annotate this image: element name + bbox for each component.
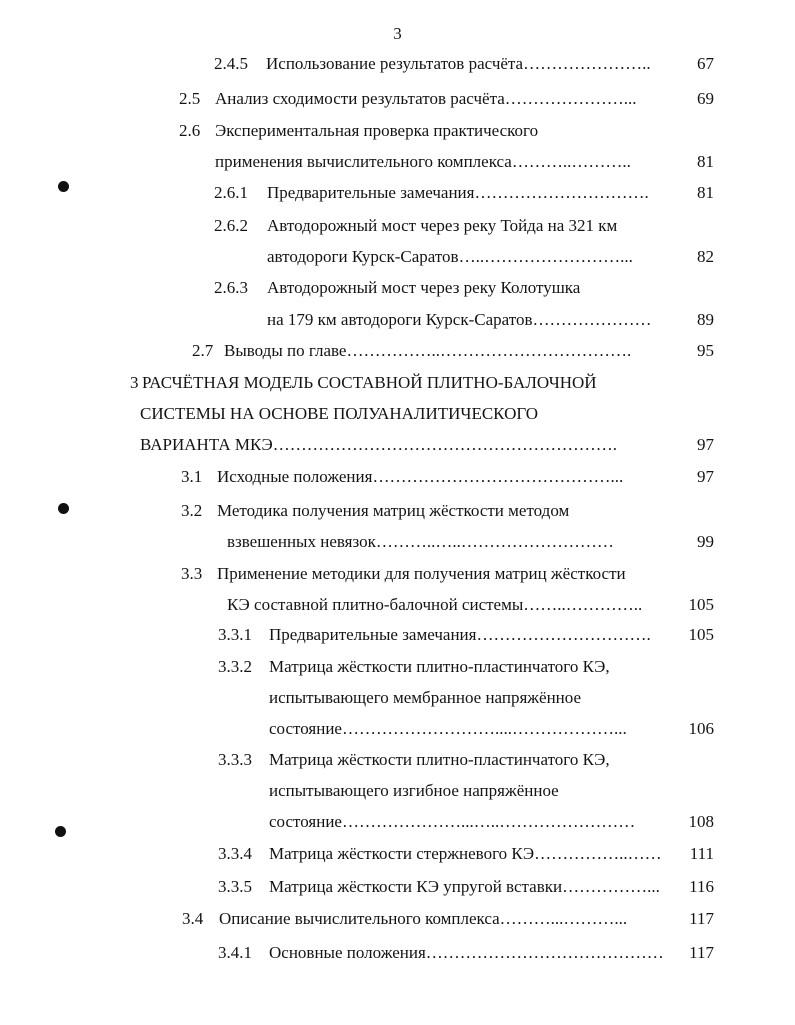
toc-entry-title: автодороги Курск-Саратов…..……………………... xyxy=(267,247,633,266)
toc-entry-number: 2.6 xyxy=(179,121,201,140)
toc-entry-page: 105 xyxy=(688,625,714,644)
toc-entry-title: Матрица жёсткости стержневого КЭ……………..…… xyxy=(269,844,662,863)
toc-entry-title: Предварительные замечания…………………………. xyxy=(267,183,649,202)
toc-entry-number: 2.6.3 xyxy=(214,278,248,297)
margin-bullet xyxy=(58,503,69,514)
toc-entry-page: 97 xyxy=(697,467,714,486)
toc-entry-page: 105 xyxy=(688,595,714,614)
toc-entry-title: Автодорожный мост через реку Колотушка xyxy=(267,278,581,297)
toc-entry-page: 97 xyxy=(697,435,714,454)
toc-entry-number: 3.3.4 xyxy=(218,844,252,863)
toc-entry-number: 3.3 xyxy=(181,564,203,583)
margin-bullet xyxy=(55,826,66,837)
toc-entry-title: Применение методики для получения матриц жёсткости xyxy=(217,564,626,583)
toc-entry-title: РАСЧЁТНАЯ МОДЕЛЬ СОСТАВНОЙ ПЛИТНО-БАЛОЧНОЙ xyxy=(142,373,597,392)
toc-entry-number: 3.3.2 xyxy=(218,657,252,676)
toc-entry-number: 3.4 xyxy=(182,909,204,928)
toc-entry-number: 2.4.5 xyxy=(214,54,248,73)
toc-entry-title: КЭ составной плитно-балочной системы……..………….. xyxy=(227,595,643,614)
toc-entry-title: Использование результатов расчёта………………….. xyxy=(266,54,651,73)
toc-entry-title: взвешенных невязок………..…..……………………… xyxy=(227,532,614,551)
toc-entry-number: 2.5 xyxy=(179,89,201,108)
toc-entry-page: 81 xyxy=(697,183,714,202)
toc-entry-title: испытывающего изгибное напряжённое xyxy=(269,781,559,800)
toc-entry-title: СИСТЕМЫ НА ОСНОВЕ ПОЛУАНАЛИТИЧЕСКОГО xyxy=(140,404,539,423)
toc-entry-page: 117 xyxy=(689,909,714,928)
toc-entry-title: Матрица жёсткости плитно-пластинчатого КЭ, xyxy=(269,750,610,769)
toc-entry-page: 82 xyxy=(697,247,714,266)
toc-entry-page: 67 xyxy=(697,54,714,73)
toc-entry-title: ВАРИАНТА МКЭ……………………………………………………. xyxy=(140,435,618,454)
page-number: 3 xyxy=(393,24,402,43)
toc-entry-title: Предварительные замечания…………………………. xyxy=(269,625,651,644)
toc-entry-title: Выводы по главе……………..……………………………. xyxy=(224,341,632,360)
margin-bullet xyxy=(58,181,69,192)
toc-entry-title: применения вычислительного комплекса………..……….. xyxy=(215,152,631,171)
toc-entry-page: 111 xyxy=(689,844,714,863)
toc-entry-number: 2.7 xyxy=(192,341,214,360)
toc-entry-number: 3.3.1 xyxy=(218,625,252,644)
toc-entry-title: Основные положения…………………………………… xyxy=(269,943,664,962)
toc-entry-title: Исходные положения……………………………………... xyxy=(217,467,624,486)
toc-entry-number: 3 xyxy=(130,373,139,392)
toc-entry-page: 95 xyxy=(697,341,714,360)
toc-entry-title: испытывающего мембранное напряжённое xyxy=(269,688,582,707)
toc-entry-title: Анализ сходимости результатов расчёта…………………... xyxy=(215,89,637,108)
toc-entry-number: 3.3.3 xyxy=(218,750,252,769)
toc-entry-title: Матрица жёсткости КЭ упругой вставки……………... xyxy=(269,877,660,896)
toc-entry-title: состояние…………………...…..…………………… xyxy=(269,812,636,831)
toc-entry-number: 3.2 xyxy=(181,501,203,520)
toc-entry-page: 117 xyxy=(689,943,714,962)
toc-entry-page: 116 xyxy=(689,877,714,896)
toc-entry-page: 108 xyxy=(688,812,714,831)
toc-entry-number: 2.6.2 xyxy=(214,216,248,235)
toc-entry-page: 106 xyxy=(688,719,714,738)
toc-entry-number: 3.3.5 xyxy=(218,877,252,896)
toc-entry-number: 3.4.1 xyxy=(218,943,252,962)
toc-entry-number: 2.6.1 xyxy=(214,183,248,202)
toc-entry-title: Экспериментальная проверка практического xyxy=(215,121,539,140)
toc-entry-number: 3.1 xyxy=(181,467,203,486)
toc-entry-title: Методика получения матриц жёсткости методом xyxy=(217,501,570,520)
toc-entry-title: Описание вычислительного комплекса………...………... xyxy=(219,909,628,928)
toc-entry-title: Матрица жёсткости плитно-пластинчатого КЭ, xyxy=(269,657,610,676)
toc-entry-title: Автодорожный мост через реку Тойда на 321 км xyxy=(267,216,618,235)
toc-entry-title: состояние………………………....………………... xyxy=(269,719,627,738)
toc-entry-page: 99 xyxy=(697,532,714,551)
toc-entry-page: 81 xyxy=(697,152,714,171)
toc-entry-title: на 179 км автодороги Курск-Саратов………………… xyxy=(267,310,652,329)
toc-entry-page: 89 xyxy=(697,310,714,329)
toc-entry-page: 69 xyxy=(697,89,714,108)
